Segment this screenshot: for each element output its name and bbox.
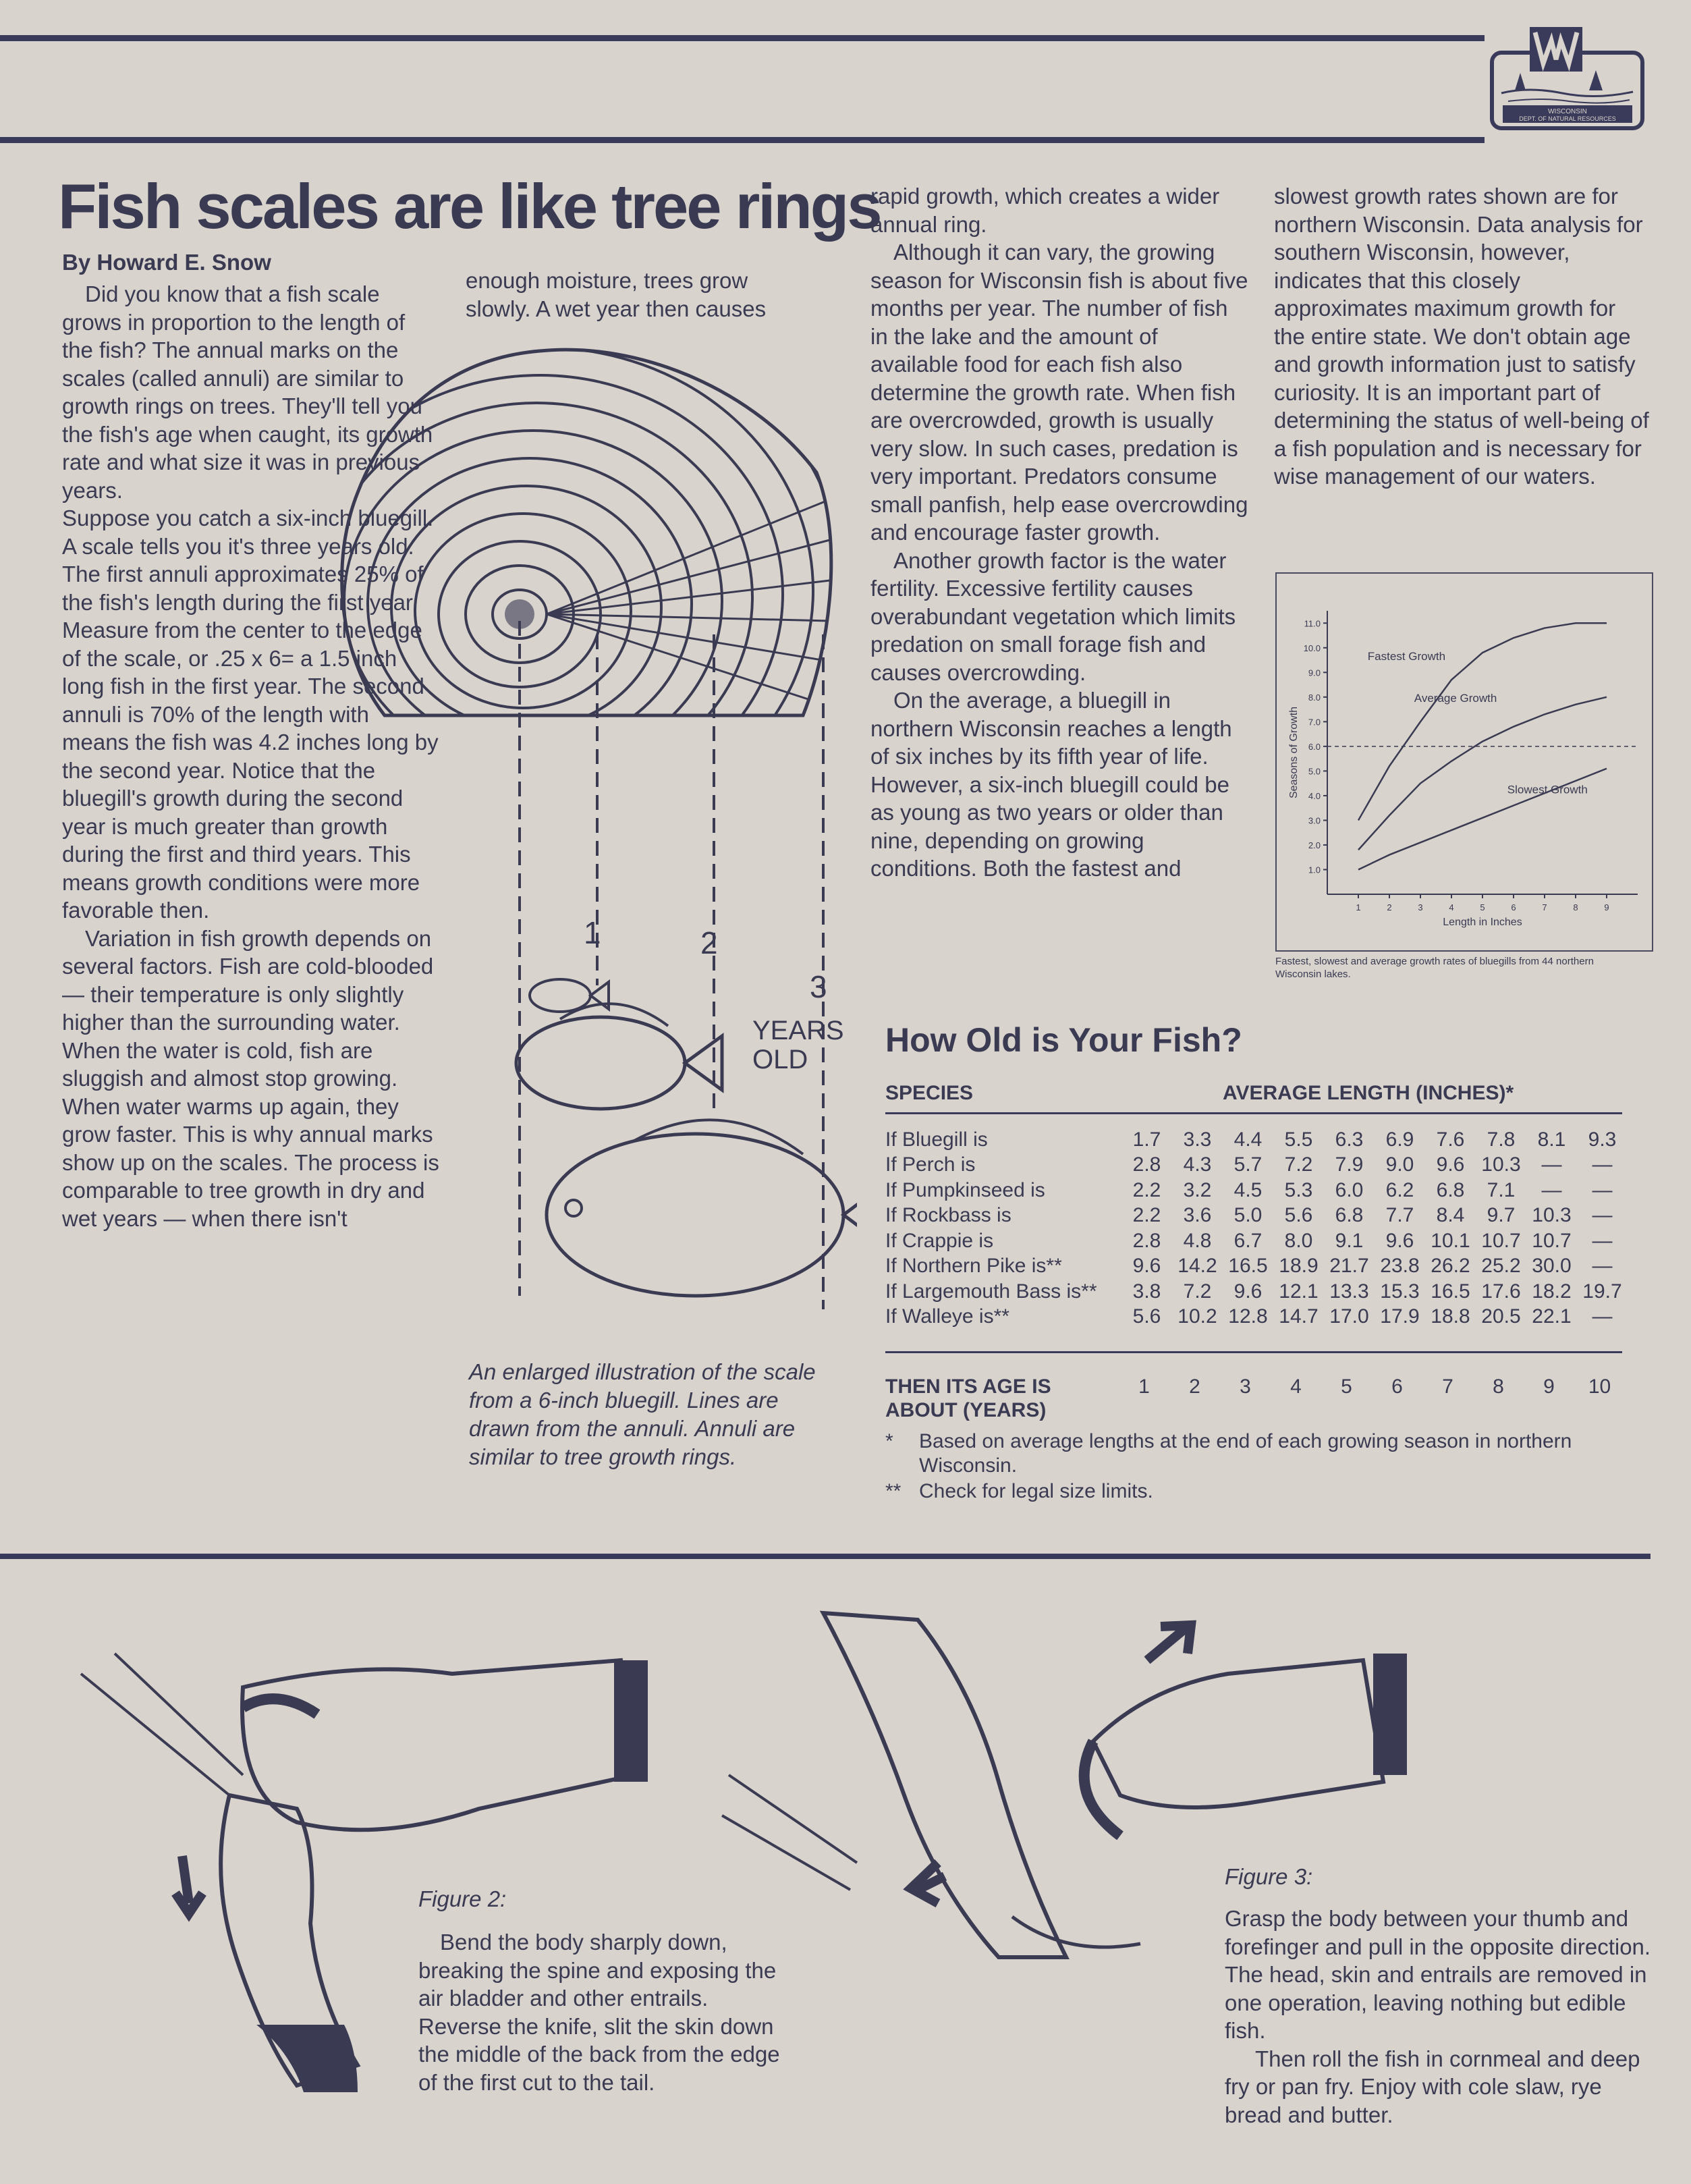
length-cell: 20.5 <box>1481 1305 1521 1328</box>
length-cell: 3.6 <box>1183 1204 1212 1227</box>
chart-caption: Fastest, slowest and average growth rates of bluegills from 44 northern Wisconsin lakes. <box>1275 956 1594 980</box>
x-tick-label: 8 <box>1573 902 1578 912</box>
length-cell: 6.2 <box>1385 1178 1414 1201</box>
length-cell: 9.0 <box>1385 1153 1414 1176</box>
y-tick-label: 3.0 <box>1308 815 1321 826</box>
length-cell: 7.7 <box>1385 1204 1414 1227</box>
ages-table <box>1119 1374 1625 1400</box>
length-cell: — <box>1592 1204 1613 1227</box>
figure-2-label: Figure 2: <box>418 1886 507 1911</box>
byline: By Howard E. Snow <box>62 250 271 275</box>
figure-3-label: Figure 3: <box>1225 1864 1313 1889</box>
logo-text-line2: DEPT. OF NATURAL RESOURCES <box>1519 115 1616 122</box>
length-cell: 7.2 <box>1183 1280 1212 1303</box>
figure-3-text <box>1225 1905 1657 2129</box>
length-cell: 5.7 <box>1233 1153 1263 1176</box>
length-cell: 6.3 <box>1335 1128 1364 1151</box>
table-row <box>885 1153 1628 1178</box>
species-label: If Crappie is <box>885 1229 994 1252</box>
y-tick-label: 7.0 <box>1308 717 1321 728</box>
length-cell: 10.3 <box>1481 1153 1521 1176</box>
length-cell: 26.2 <box>1431 1255 1470 1278</box>
x-axis-label: Length in Inches <box>1443 917 1522 928</box>
table-row <box>885 1254 1628 1280</box>
species-header: SPECIES <box>885 1082 974 1104</box>
footnote-2-mark: ** <box>885 1480 902 1502</box>
age-cell: 5 <box>1341 1375 1352 1398</box>
length-cell: 2.2 <box>1132 1204 1161 1227</box>
length-cell: 3.3 <box>1183 1128 1212 1151</box>
length-cell: 14.2 <box>1177 1255 1217 1278</box>
section-rule <box>0 1554 1651 1559</box>
length-cell: — <box>1592 1305 1613 1328</box>
length-cell: 15.3 <box>1380 1280 1420 1303</box>
length-cell: — <box>1592 1153 1613 1176</box>
series-label-2: Slowest Growth <box>1507 783 1588 796</box>
growth-chart <box>1277 574 1652 950</box>
length-cell: 17.9 <box>1380 1305 1420 1328</box>
x-tick-label: 5 <box>1480 902 1485 912</box>
series-label-1: Average Growth <box>1414 692 1497 705</box>
y-tick-label: 8.0 <box>1308 692 1321 703</box>
length-cell: 7.6 <box>1436 1128 1465 1151</box>
length-cell: — <box>1592 1255 1613 1278</box>
length-cell: 5.5 <box>1284 1128 1313 1151</box>
col1-paragraph-3: Variation in fish growth depends on several factors. Fish are cold-blooded — their temperature is only slightly higher than the surrounding water. When the water is cold, fish are sluggish and almost stop growing. When water warms up again, they grow faster. This is why annual marks show up on the scales. The process is comparable to tree growth in dry and wet years — when there isn't <box>62 925 439 1231</box>
ages-row <box>1119 1374 1625 1400</box>
length-cell: 7.9 <box>1335 1153 1364 1176</box>
col1-paragraph-2: Suppose you catch a six-inch bluegill. A scale tells you it's three years old. The first annuli approximates 25% of the fish's length during the first year. Measure from the center to the edge of the scale, or .25 x 6= a 1.5 inch long fish in the first year. The second annuli is 70% of the length with means the fish was 4.2 inches long by the second year. Notice that the bluegill's growth during the second year is much greater than growth during the first and third years. This means growth conditions were more favorable then. <box>62 506 439 923</box>
length-cell: 6.8 <box>1436 1178 1465 1201</box>
length-cell: 16.5 <box>1431 1280 1470 1303</box>
table-row <box>885 1203 1628 1229</box>
length-cell: 9.7 <box>1487 1204 1516 1227</box>
footnote-2-text: Check for legal size limits. <box>919 1480 1153 1502</box>
wisconsin-dnr-logo-icon <box>1488 26 1646 134</box>
species-label: If Northern Pike is** <box>885 1255 1062 1278</box>
annulus-label-1: 1 <box>584 915 601 950</box>
species-label: If Rockbass is <box>885 1204 1011 1227</box>
length-cell: 2.8 <box>1132 1229 1161 1252</box>
lengths-header: AVERAGE LENGTH (INCHES)* <box>1223 1082 1514 1104</box>
old-label: OLD <box>752 1045 808 1074</box>
length-cell: 9.3 <box>1588 1128 1617 1151</box>
species-label: If Perch is <box>885 1153 976 1176</box>
table-row <box>885 1178 1628 1203</box>
length-cell: 10.7 <box>1481 1229 1521 1252</box>
length-cell: 23.8 <box>1380 1255 1420 1278</box>
length-cell: 3.8 <box>1132 1280 1161 1303</box>
x-tick-label: 9 <box>1604 902 1609 912</box>
col3-paragraph-1: rapid growth, which creates a wider annual ring. <box>870 184 1220 237</box>
age-cell: 6 <box>1391 1375 1403 1398</box>
length-cell: 10.3 <box>1532 1204 1572 1227</box>
length-cell: 21.7 <box>1329 1255 1369 1278</box>
length-cell: 5.6 <box>1284 1204 1313 1227</box>
length-cell: — <box>1541 1153 1562 1176</box>
age-cell: 1 <box>1138 1375 1150 1398</box>
length-cell: 8.1 <box>1537 1128 1566 1151</box>
length-cell: 30.0 <box>1532 1255 1572 1278</box>
length-cell: 9.6 <box>1233 1280 1263 1303</box>
length-cell: 4.4 <box>1233 1128 1263 1151</box>
age-table-body <box>885 1127 1628 1330</box>
length-cell: 25.2 <box>1481 1255 1521 1278</box>
length-cell: 19.7 <box>1582 1280 1622 1303</box>
y-axis-label: Seasons of Growth <box>1288 706 1300 799</box>
series-line-1 <box>1358 697 1607 850</box>
col3-paragraph-2: Although it can vary, the growing season for Wisconsin fish is about five months per year. The number of fish in the lake and the amount of available food for each fish also determine the growth rate. When fish are overcrowded, growth is usually very slow. In such cases, predation is very important. Predators consume small panfish, help ease overcrowding and encourage faster growth. <box>870 240 1248 545</box>
article-title: Fish scales are like tree rings <box>58 171 881 242</box>
y-tick-label: 9.0 <box>1308 667 1321 678</box>
length-cell: 2.8 <box>1132 1153 1161 1176</box>
x-tick-label: 1 <box>1356 902 1361 912</box>
length-cell: — <box>1541 1178 1562 1201</box>
x-tick-label: 2 <box>1387 902 1392 912</box>
scale-illustration <box>317 337 857 1350</box>
x-tick-label: 3 <box>1418 902 1423 912</box>
length-cell: 12.8 <box>1228 1305 1268 1328</box>
length-cell: 4.3 <box>1183 1153 1212 1176</box>
y-tick-label: 2.0 <box>1308 840 1321 850</box>
footnote-1-mark: * <box>885 1430 893 1452</box>
length-cell: 5.6 <box>1132 1305 1161 1328</box>
length-cell: 8.0 <box>1284 1229 1313 1252</box>
length-cell: 9.6 <box>1132 1255 1161 1278</box>
length-cell: — <box>1592 1229 1613 1252</box>
footnote-1 <box>885 1429 1628 1478</box>
length-cell: 2.2 <box>1132 1178 1161 1201</box>
length-cell: 10.7 <box>1532 1229 1572 1252</box>
table-row <box>885 1279 1628 1305</box>
figure-3-paragraph-2: Then roll the fish in cornmeal and deep fry or pan fry. Enjoy with cole slaw, rye bread and butter. <box>1225 2046 1640 2127</box>
length-cell: 7.1 <box>1487 1178 1516 1201</box>
table-row <box>885 1127 1628 1153</box>
length-cell: 10.1 <box>1431 1229 1470 1252</box>
article-column-4: slowest growth rates shown are for northern Wisconsin. Data analysis for southern Wisconsin, however, indicates that this closely approximates maximum growth for the entire state. We don't obtain age and growth information just to satisfy curiosity. It is an important part of determining the status of well-being of a fish population and is necessary for wise management of our waters. <box>1274 184 1649 489</box>
length-cell: 6.8 <box>1335 1204 1364 1227</box>
article-column-3 <box>870 182 1248 883</box>
length-cell: 10.2 <box>1177 1305 1217 1328</box>
length-cell: 17.0 <box>1329 1305 1369 1328</box>
age-cell: 4 <box>1290 1375 1302 1398</box>
length-cell: 6.7 <box>1233 1229 1263 1252</box>
ages-row-cells <box>1119 1374 1625 1400</box>
annulus-label-3: 3 <box>810 969 827 1004</box>
species-label: If Largemouth Bass is** <box>885 1280 1097 1303</box>
length-cell: 7.2 <box>1284 1153 1313 1176</box>
length-cell: — <box>1592 1178 1613 1201</box>
length-cell: 8.4 <box>1436 1204 1465 1227</box>
length-cell: 4.8 <box>1183 1229 1212 1252</box>
table-header-rule <box>885 1112 1622 1114</box>
length-cell: 6.9 <box>1385 1128 1414 1151</box>
top-rule <box>0 35 1485 41</box>
y-tick-label: 10.0 <box>1303 643 1321 653</box>
length-cell: 5.3 <box>1284 1178 1313 1201</box>
y-tick-label: 6.0 <box>1308 741 1321 752</box>
figure-3-paragraph-1: Grasp the body between your thumb and forefinger and pull in the opposite direction. The head, skin and entrails are removed in one operation, leaving nothing but edible fish. <box>1225 1906 1651 2043</box>
length-cell: 22.1 <box>1532 1305 1572 1328</box>
col3-paragraph-3: Another growth factor is the water fertility. Excessive fertility causes overabundant vegetation which limits predation on small forage fish and causes overcrowding. <box>870 547 1236 685</box>
length-cell: 18.9 <box>1279 1255 1319 1278</box>
length-cell: 17.6 <box>1481 1280 1521 1303</box>
years-label: YEARS <box>752 1016 844 1045</box>
age-cell: 8 <box>1493 1375 1504 1398</box>
age-label-line1: THEN ITS AGE IS <box>885 1375 1051 1398</box>
age-label-line2: ABOUT (YEARS) <box>885 1399 1047 1421</box>
length-cell: 13.3 <box>1329 1280 1369 1303</box>
series-label-0: Fastest Growth <box>1367 650 1446 663</box>
table-bottom-rule <box>885 1351 1622 1353</box>
length-cell: 18.8 <box>1431 1305 1470 1328</box>
y-tick-label: 1.0 <box>1308 865 1321 875</box>
age-cell: 2 <box>1189 1375 1200 1398</box>
x-tick-label: 7 <box>1542 902 1547 912</box>
length-cell: 16.5 <box>1228 1255 1268 1278</box>
length-cell: 1.7 <box>1132 1128 1161 1151</box>
figure-2-text: Bend the body sharply down, breaking the spine and exposing the air bladder and other entrails. Reverse the knife, slit the skin down the middle of the back from the edge of the first cut to the tail. <box>418 1930 780 2095</box>
dnr-logo <box>1488 26 1646 134</box>
footnote-2 <box>885 1479 1628 1504</box>
species-label: If Pumpkinseed is <box>885 1178 1045 1201</box>
col1-paragraph-1: Did you know that a fish scale grows in proportion to the length of the fish? The annual marks on the scales (called annuli) are similar to growth rings on trees. They'll tell you the fish's age when caught, its growth rate and what size it was in previous years. <box>62 281 433 503</box>
species-label: If Bluegill is <box>885 1128 988 1151</box>
scale-caption: An enlarged illustration of the scale from a 6-inch bluegill. Lines are drawn from the annuli. Annuli are similar to tree growth rings. <box>469 1359 816 1469</box>
length-cell: 9.6 <box>1436 1153 1465 1176</box>
table-row <box>885 1228 1628 1254</box>
length-cell: 4.5 <box>1233 1178 1263 1201</box>
age-cell: 10 <box>1588 1375 1611 1398</box>
age-table <box>885 1127 1628 1330</box>
length-cell: 18.2 <box>1532 1280 1572 1303</box>
logo-text-line1: WISCONSIN <box>1548 108 1587 115</box>
table-row <box>885 1305 1628 1330</box>
y-tick-label: 4.0 <box>1308 790 1321 801</box>
length-cell: 5.0 <box>1233 1204 1263 1227</box>
length-cell: 3.2 <box>1183 1178 1212 1201</box>
x-tick-label: 4 <box>1449 902 1454 912</box>
length-cell: 9.1 <box>1335 1229 1364 1252</box>
age-cell: 9 <box>1543 1375 1555 1398</box>
age-table-title: How Old is Your Fish? <box>885 1021 1242 1059</box>
y-tick-label: 11.0 <box>1304 618 1321 629</box>
length-cell: 7.8 <box>1487 1128 1516 1151</box>
species-label: If Walleye is** <box>885 1305 1009 1328</box>
footnote-1-text: Based on average lengths at the end of each growing season in northern Wisconsin. <box>919 1430 1572 1477</box>
length-cell: 14.7 <box>1279 1305 1319 1328</box>
growth-chart-box <box>1275 572 1653 952</box>
y-tick-label: 5.0 <box>1308 766 1321 777</box>
length-cell: 12.1 <box>1279 1280 1319 1303</box>
header-rule <box>0 137 1485 143</box>
length-cell: 6.0 <box>1335 1178 1364 1201</box>
age-cell: 3 <box>1240 1375 1251 1398</box>
col3-paragraph-4: On the average, a bluegill in northern Wisconsin reaches a length of six inches by its fifth year of life. However, a six-inch bluegill could be as young as two years or older than nine, depending on growing conditions. Both the fastest and <box>870 688 1232 881</box>
article-column-2-text: enough moisture, trees grow slowly. A wet year then causes <box>466 268 767 321</box>
annulus-label-2: 2 <box>700 925 718 960</box>
fish-scale-icon <box>317 337 857 1350</box>
length-cell: 9.6 <box>1385 1229 1414 1252</box>
x-tick-label: 6 <box>1511 902 1516 912</box>
age-cell: 7 <box>1442 1375 1453 1398</box>
